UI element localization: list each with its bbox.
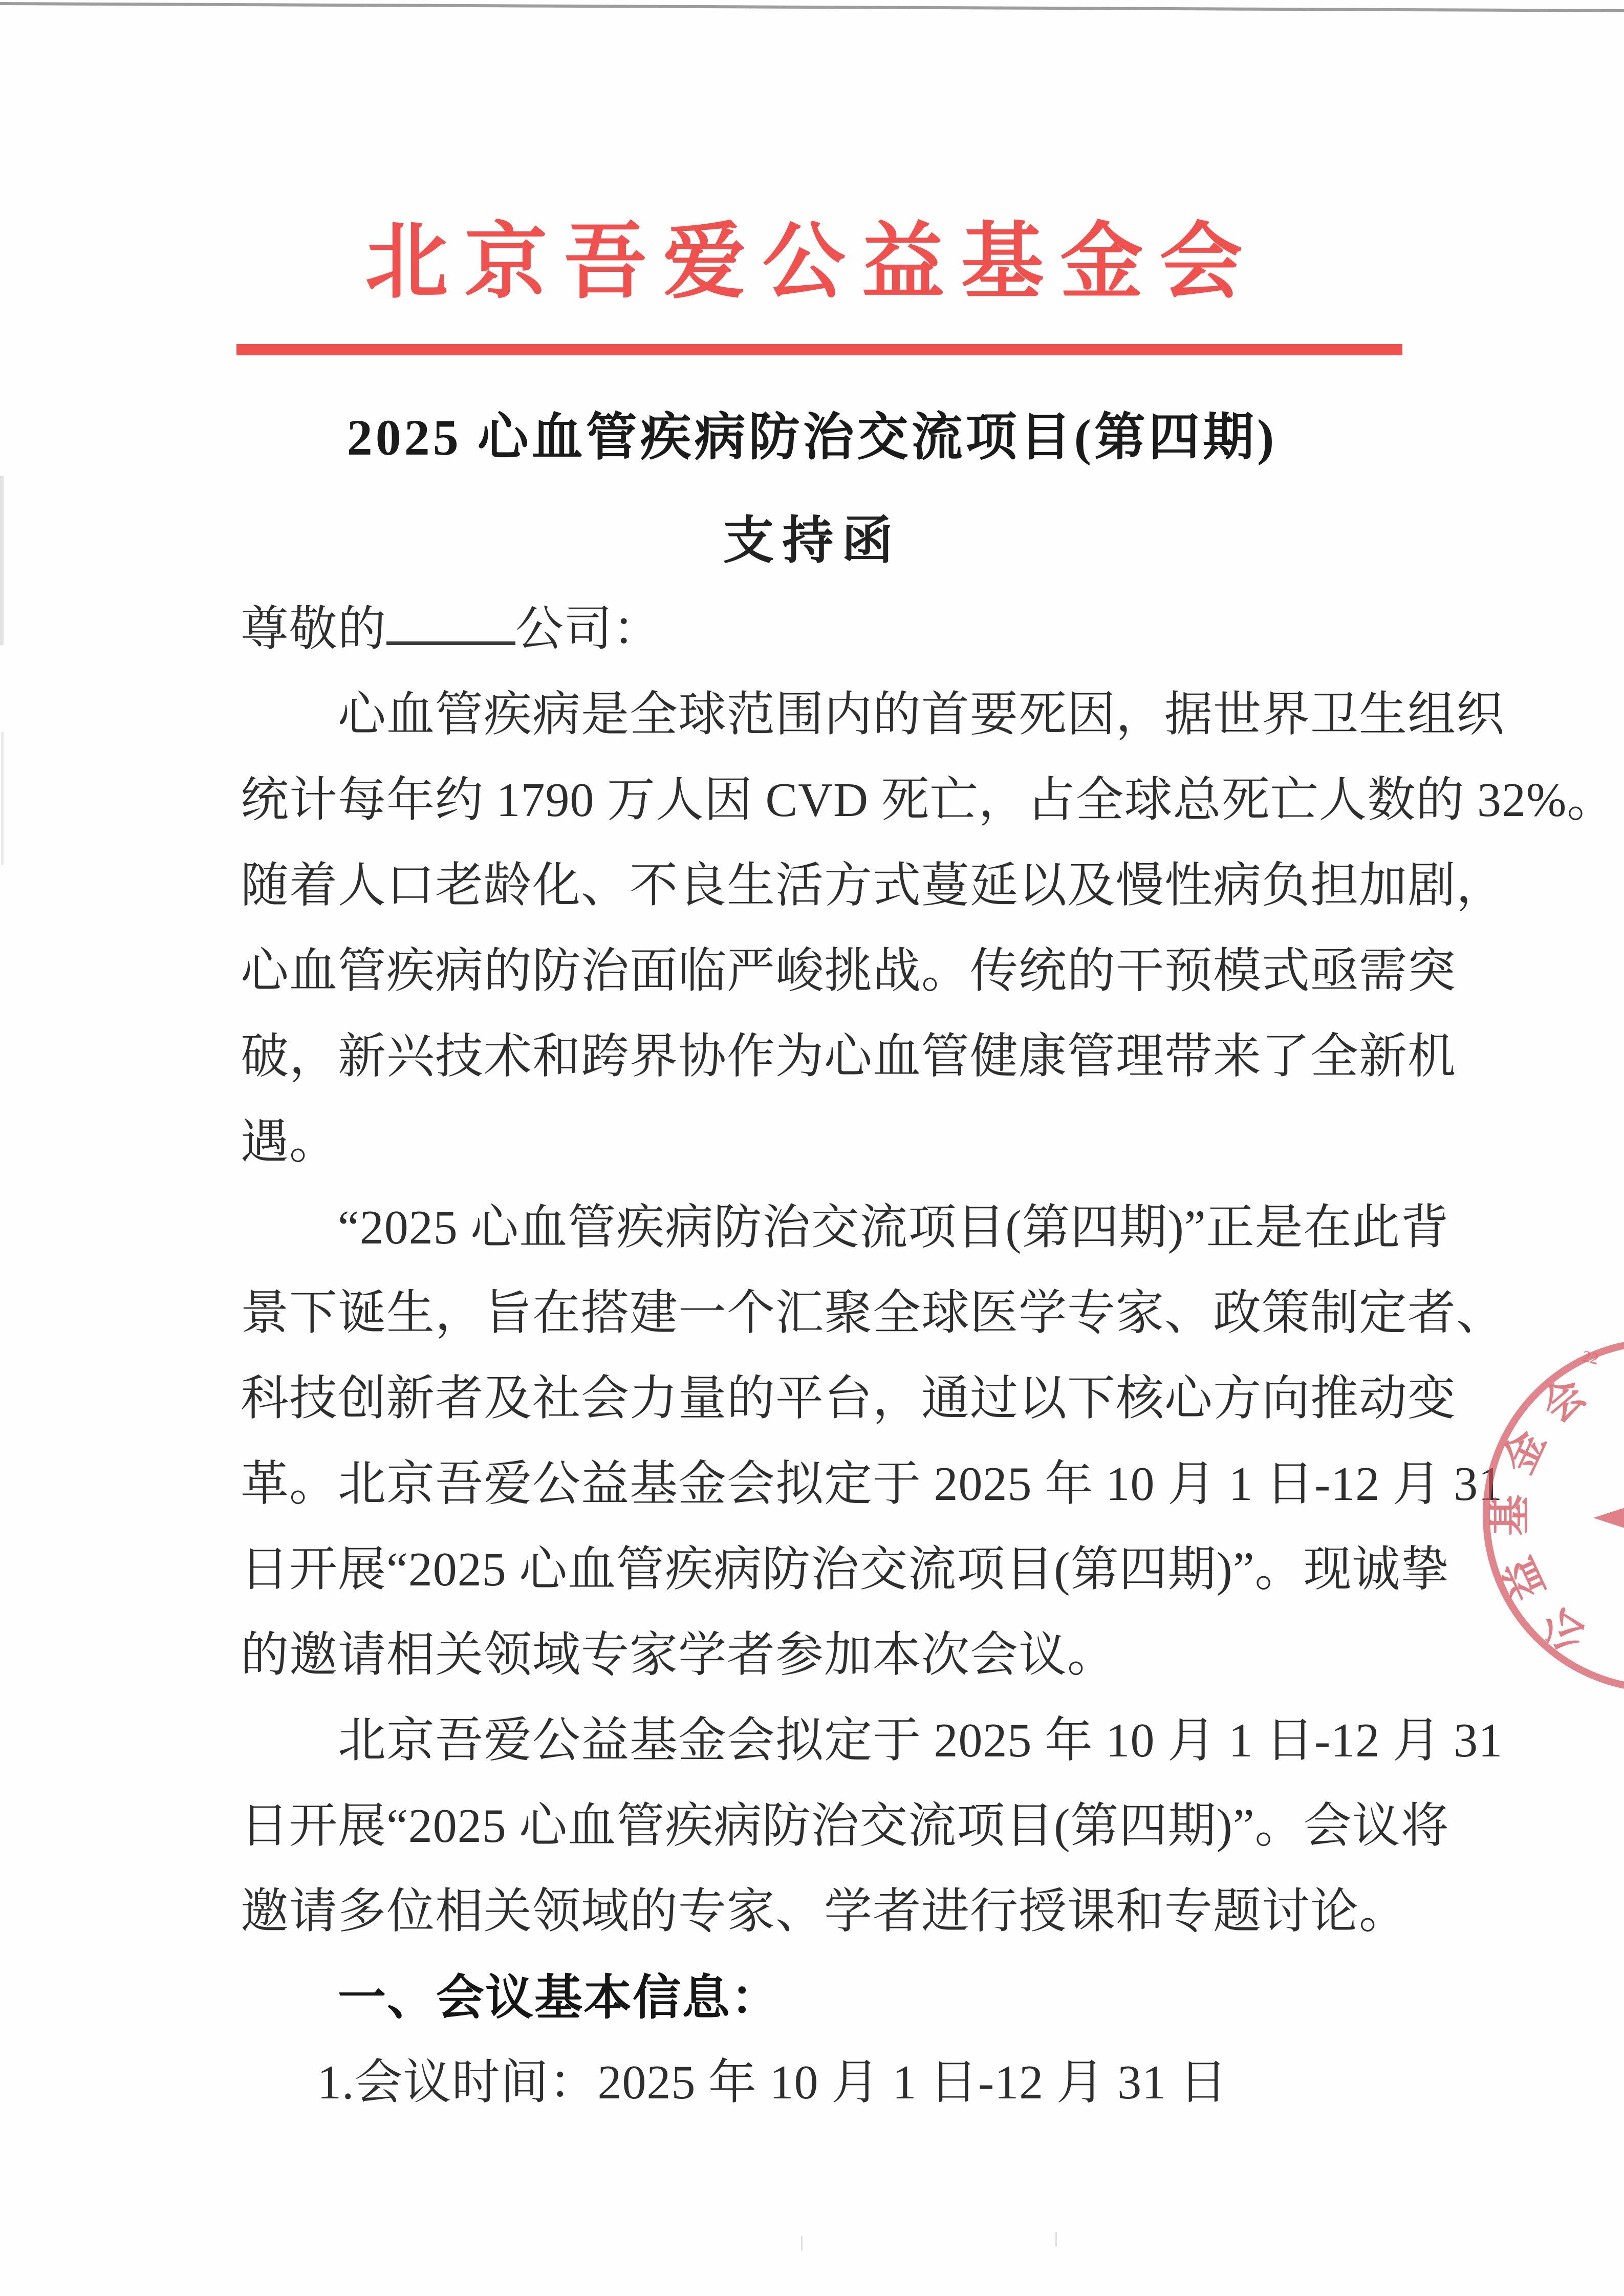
salutation-prefix: 尊敬的 <box>241 603 387 656</box>
body-line: 遇。 <box>241 1115 338 1169</box>
body-line: 心血管疾病是全球范围内的首要死因，据世界卫生组织 <box>338 688 1505 741</box>
seal-char: 益 <box>1496 1550 1554 1606</box>
fill-in-blank <box>386 605 515 645</box>
seal-char: 金 <box>1496 1424 1554 1480</box>
seal-char: 基 <box>1488 1495 1533 1536</box>
scan-artifact-speck <box>1055 2232 1057 2246</box>
body-line: 日开展“2025 心血管疾病防治交流项目(第四期)”。现诚挚 <box>241 1543 1449 1596</box>
section-heading: 一、会议基本信息： <box>338 1970 781 2024</box>
seal-char: 公 <box>1534 1599 1595 1660</box>
list-item-meeting-time: 1.会议时间：2025 年 10 月 1 日-12 月 31 日 <box>317 2056 1228 2109</box>
letterhead-org-title: 北京吾爱公益基金会 <box>365 217 1259 309</box>
body-line: 随着人口老龄化、不良生活方式蔓延以及慢性病负担加剧， <box>241 859 1505 912</box>
scan-artifact-speck <box>801 2236 803 2250</box>
body-line: 破，新兴技术和跨界协作为心血管健康管理带来了全新机 <box>241 1030 1457 1083</box>
foundation-seal-stamp <box>1409 1331 1624 1720</box>
seal-char: 会 <box>1534 1370 1595 1432</box>
seal-number-fragment: 22 <box>1580 1346 1601 1368</box>
body-line: 革。北京吾爱公益基金会拟定于 2025 年 10 月 1 日-12 月 31 <box>241 1457 1503 1511</box>
body-line: 统计每年约 1790 万人因 CVD 死亡，占全球总死亡人数的 32%。 <box>241 774 1616 827</box>
body-line: 日开展“2025 心血管疾病防治交流项目(第四期)”。会议将 <box>241 1799 1449 1853</box>
body-line: 邀请多位相关领域的专家、学者进行授课和专题讨论。 <box>241 1885 1408 1938</box>
salutation-line <box>241 587 1413 672</box>
body-line: 科技创新者及社会力量的平台，通过以下核心方向推动变 <box>241 1372 1457 1425</box>
scan-artifact-edge-smudge <box>1 732 4 865</box>
body-line: 北京吾爱公益基金会拟定于 2025 年 10 月 1 日-12 月 31 <box>338 1714 1503 1767</box>
seal-star-icon <box>1593 1435 1624 1601</box>
body-line: “2025 心血管疾病防治交流项目(第四期)”正是在此背 <box>338 1201 1449 1254</box>
body-line: 的邀请相关领域专家学者参加本次会议。 <box>241 1628 1116 1682</box>
letterhead-red-rule <box>236 344 1402 355</box>
salutation-suffix: 公司： <box>515 603 662 656</box>
document-title: 2025 心血管疾病防治交流项目(第四期) <box>347 409 1277 466</box>
body-line: 景下诞生，旨在搭建一个汇聚全球医学专家、政策制定者、 <box>241 1286 1505 1340</box>
body-line: 心血管疾病的防治面临严峻挑战。传统的干预模式亟需突 <box>241 945 1457 998</box>
scan-artifact-top-line <box>0 2 1624 12</box>
document-subtitle: 支持函 <box>723 512 901 569</box>
